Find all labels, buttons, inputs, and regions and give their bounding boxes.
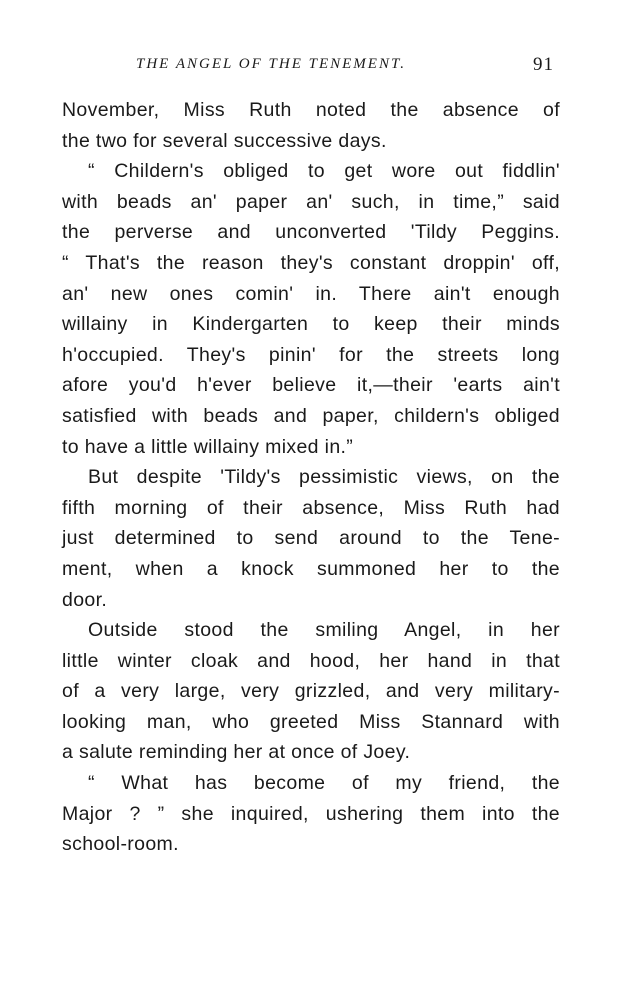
running-head bbox=[62, 52, 560, 82]
text-line: of a very large, very grizzled, and very military- bbox=[62, 680, 560, 703]
text-line: “ Childern's obliged to get wore out fiddlin' bbox=[88, 160, 560, 183]
page-number: 91 bbox=[533, 54, 554, 75]
text-line: the two for several successive days. bbox=[62, 129, 387, 152]
text-line: with beads an' paper an' such, in time,” said bbox=[62, 190, 560, 213]
text-line: November, Miss Ruth noted the absence of bbox=[62, 99, 560, 121]
text-line: satisfied with beads and paper, childern's obliged bbox=[62, 404, 560, 427]
text-line: a salute reminding her at once of Joey. bbox=[62, 741, 411, 764]
text-line: looking man, who greeted Miss Stannard with bbox=[62, 710, 560, 733]
text-line: Outside stood the smiling Angel, in her bbox=[88, 619, 560, 642]
text-line: Major ? ” she inquired, ushering them into the bbox=[62, 802, 560, 825]
text-line: fifth morning of their absence, Miss Ruth had bbox=[62, 496, 560, 519]
text-line: just determined to send around to the Tene- bbox=[62, 527, 560, 550]
text-line: little winter cloak and hood, her hand in that bbox=[62, 649, 560, 672]
text-line: afore you'd h'ever believe it,—their 'earts ain't bbox=[62, 374, 560, 397]
text-body bbox=[62, 95, 560, 860]
text-line: “ That's the reason they's constant droppin' off, bbox=[62, 251, 560, 274]
text-line: an' new ones comin' in. There ain't enough bbox=[62, 282, 560, 305]
running-title: THE ANGEL OF THE TENEMENT. bbox=[136, 56, 406, 72]
text-line: door. bbox=[62, 588, 108, 611]
text-line: h'occupied. They's pinin' for the streets long bbox=[62, 343, 560, 366]
text-line: “ What has become of my friend, the bbox=[88, 772, 560, 795]
text-line: But despite 'Tildy's pessimistic views, on the bbox=[88, 466, 560, 489]
text-line: school-room. bbox=[62, 833, 179, 856]
text-line: the perverse and unconverted 'Tildy Peggins. bbox=[62, 221, 560, 244]
text-line: to have a little willainy mixed in.” bbox=[62, 435, 354, 458]
text-line: willainy in Kindergarten to keep their minds bbox=[62, 313, 560, 336]
text-line: ment, when a knock summoned her to the bbox=[62, 557, 560, 580]
